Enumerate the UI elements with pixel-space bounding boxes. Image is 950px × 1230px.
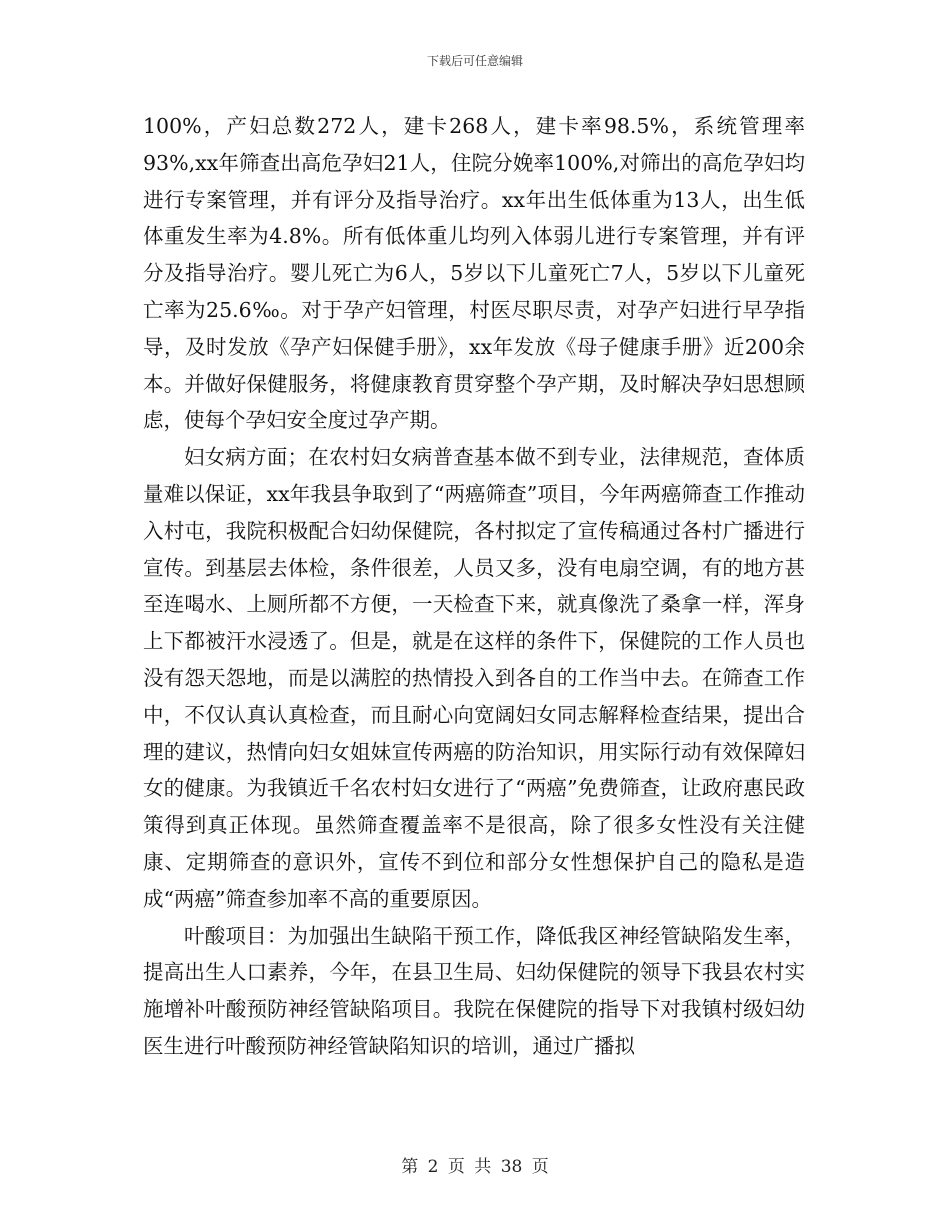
page-footer: 第 2 页 共 38 页: [401, 1157, 549, 1177]
paragraph-maternal-stats: 100%，产妇总数272人，建卡268人，建卡率98.5%，系统管理率93%,xx年筛查出高危孕妇21人，住院分娩率100%,对筛出的高危孕妇均进行专案管理，并有评分及指导治疗。xx年出生低体重为13人，出生低体重发生率为4.8%。所有低体重儿均列入体弱儿进行专案管理，并有评分及指导治疗。婴儿死亡为6人，5岁以下儿童死亡7人，5岁以下儿童死亡率为25.6‰。对于孕产妇管理，村医尽职尽责，对孕产妇进行早孕指导，及时发放《孕产妇保健手册》，xx年发放《母子健康手册》近200余本。并做好保健服务，将健康教育贯穿整个孕产期，及时解决孕妇思想顾虑，使每个孕妇安全度过孕产期。: [143, 114, 805, 433]
page-header: 下载后可任意编辑: [426, 54, 523, 68]
document-body: [143, 108, 805, 1065]
paragraph-gynecological-disease: 妇女病方面；在农村妇女病普查基本做不到专业，法律规范，查体质量难以保证，xx年我县争取到了“两癌筛查”项目，今年两癌筛查工作推动入村屯，我院积极配合妇幼保健院，各村拟定了宣传稿通过各村广播进行宣传。到基层去体检，条件很差，人员又多，没有电扇空调，有的地方甚至连喝水、上厕所都不方便，一天检查下来，就真像洗了桑拿一样，浑身上下都被汗水浸透了。但是，就是在这样的条件下，保健院的工作人员也没有怨天怨地，而是以满腔的热情投入到各自的工作当中去。在筛查工作中，不仅认真认真检查，而且耐心向宽阔妇女同志解释检查结果，提出合理的建议，热情向妇女姐妹宣传两癌的防治知识，用实际行动有效保障妇女的健康。为我镇近千名农村妇女进行了“两癌”免费筛查，让政府惠民政策得到真正体现。虽然筛查覆盖率不是很高，除了很多女性没有关注健康、定期筛查的意识外，宣传不到位和部分女性想保护自己的隐私是造成“两癌”筛查参加率不高的重要原因。: [143, 445, 805, 911]
paragraph-folic-acid-project: 叶酸项目：为加强出生缺陷干预工作，降低我区神经管缺陷发生率，提高出生人口素养，今年，在县卫生局、妇幼保健院的领导下我县农村实施增补叶酸预防神经管缺陷项目。我院在保健院的指导下对我镇村级妇幼医生进行叶酸预防神经管缺陷知识的培训，通过广播拟: [143, 923, 805, 1058]
